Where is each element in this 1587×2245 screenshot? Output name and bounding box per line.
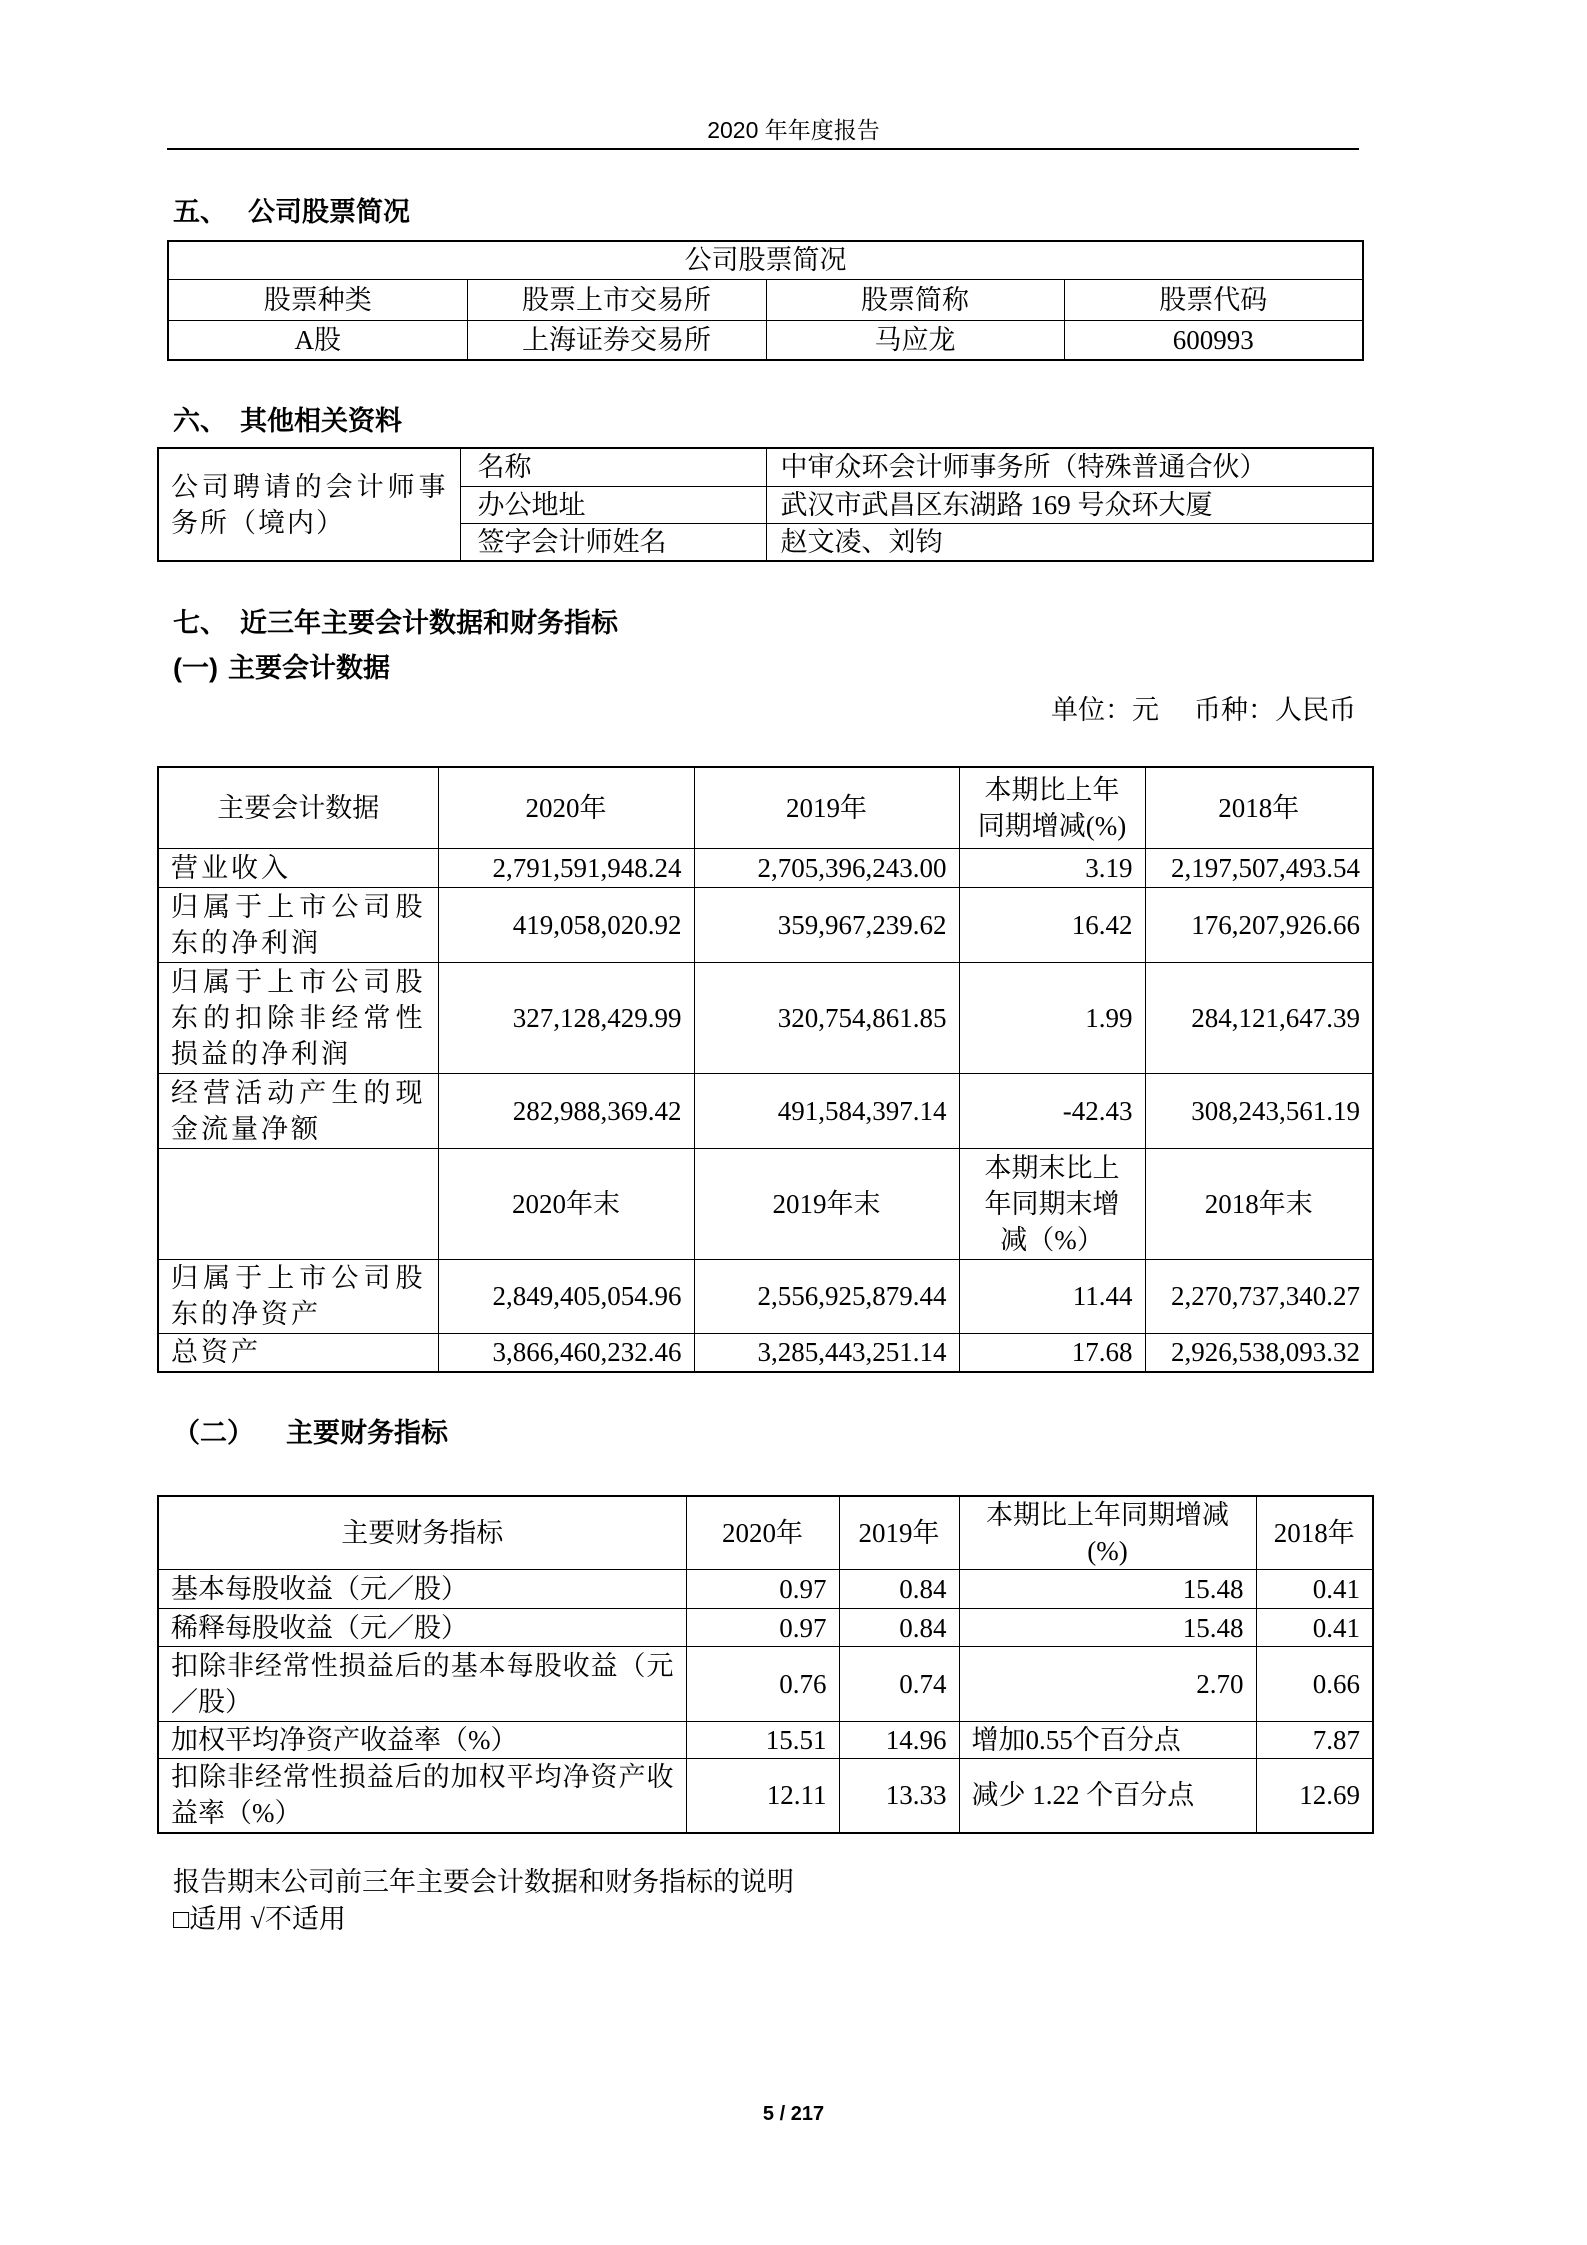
row-label: 扣除非经常性损益后的加权平均净资产收益率（%） <box>158 1759 686 1833</box>
table-row <box>158 1570 1373 1609</box>
financial-indicators-table <box>157 1495 1374 1834</box>
subsection-1-heading <box>173 651 390 685</box>
value-cell: 284,121,647.39 <box>1145 962 1373 1073</box>
table-header-row <box>158 1496 1373 1570</box>
value-cell: 2,197,507,493.54 <box>1145 848 1373 887</box>
column-header-change: 本期比上年同期增减(%) <box>959 1496 1256 1570</box>
column-header-2018: 2018年 <box>1145 767 1373 848</box>
value-cell: 176,207,926.66 <box>1145 887 1373 962</box>
value-cell: 491,584,397.14 <box>694 1073 959 1148</box>
column-header-2019-end: 2019年末 <box>694 1148 959 1259</box>
empty-cell <box>158 1148 438 1259</box>
unit-currency-line <box>1051 693 1356 727</box>
section-5-title: 公司股票简况 <box>248 197 410 227</box>
applicability-options <box>173 1902 346 1936</box>
table-row <box>168 320 1363 360</box>
value-cell: 0.97 <box>686 1570 839 1609</box>
header-rule <box>167 148 1359 150</box>
table-row <box>158 848 1373 887</box>
value-cell: 3,285,443,251.14 <box>694 1333 959 1372</box>
column-header-indicator: 主要财务指标 <box>158 1496 686 1570</box>
option-applicable: □适用 <box>173 1904 244 1934</box>
short-name-cell: 马应龙 <box>766 320 1064 360</box>
row-label: 扣除非经常性损益后的基本每股收益（元／股） <box>158 1647 686 1722</box>
value-cell: 282,988,369.42 <box>438 1073 694 1148</box>
auditor-group-label: 公司聘请的会计师事务所（境内） <box>158 448 460 561</box>
running-header-title: 2020 年年度报告 <box>707 117 880 143</box>
table-header-row <box>158 767 1373 848</box>
currency-label: 币种：人民币 <box>1194 695 1356 725</box>
column-header-2019: 2019年 <box>694 767 959 848</box>
field-label-address: 办公地址 <box>460 486 766 523</box>
value-cell: 2,791,591,948.24 <box>438 848 694 887</box>
section-6-title: 其他相关资料 <box>240 406 402 436</box>
value-cell: 327,128,429.99 <box>438 962 694 1073</box>
value-cell: 419,058,020.92 <box>438 887 694 962</box>
table-row <box>158 887 1373 962</box>
value-cell: 2,270,737,340.27 <box>1145 1259 1373 1333</box>
value-cell: 15.51 <box>686 1722 839 1759</box>
page-number: 5 / 217 <box>762 2103 825 2125</box>
change-cell: 11.44 <box>959 1259 1145 1333</box>
change-cell: 15.48 <box>959 1570 1256 1609</box>
change-cell: 16.42 <box>959 887 1145 962</box>
change-cell: 3.19 <box>959 848 1145 887</box>
value-cell: 320,754,861.85 <box>694 962 959 1073</box>
table-row <box>158 1647 1373 1722</box>
row-label: 加权平均净资产收益率（%） <box>158 1722 686 1759</box>
section-7-title: 近三年主要会计数据和财务指标 <box>240 608 618 638</box>
value-cell: 0.84 <box>839 1570 959 1609</box>
value-cell: 3,866,460,232.46 <box>438 1333 694 1372</box>
section-7-number: 七、 <box>173 608 227 638</box>
change-cell: 15.48 <box>959 1609 1256 1647</box>
change-cell: 2.70 <box>959 1647 1256 1722</box>
value-cell: 359,967,239.62 <box>694 887 959 962</box>
section-5-number: 五、 <box>173 197 227 227</box>
column-header-2020-end: 2020年末 <box>438 1148 694 1259</box>
value-cell: 2,926,538,093.32 <box>1145 1333 1373 1372</box>
change-cell: 增加0.55个百分点 <box>959 1722 1256 1759</box>
field-value-signing-accountants: 赵文凌、刘钧 <box>766 523 1373 561</box>
row-label: 营业收入 <box>158 848 438 887</box>
stock-code-cell: 600993 <box>1064 320 1363 360</box>
value-cell: 0.41 <box>1256 1570 1373 1609</box>
value-cell: 308,243,561.19 <box>1145 1073 1373 1148</box>
value-cell: 0.66 <box>1256 1647 1373 1722</box>
column-header-stock-type: 股票种类 <box>168 279 467 320</box>
subsection-1-number: (一) <box>173 653 218 683</box>
explanation-note: 报告期末公司前三年主要会计数据和财务指标的说明 <box>173 1867 794 1897</box>
value-cell: 2,849,405,054.96 <box>438 1259 694 1333</box>
stock-type-cell: A股 <box>168 320 467 360</box>
column-header-2019: 2019年 <box>839 1496 959 1570</box>
row-label: 稀释每股收益（元／股） <box>158 1609 686 1647</box>
row-label: 基本每股收益（元／股） <box>158 1570 686 1609</box>
subsection-1-title: 主要会计数据 <box>228 653 390 683</box>
value-cell: 7.87 <box>1256 1722 1373 1759</box>
value-cell: 2,556,925,879.44 <box>694 1259 959 1333</box>
row-label: 经营活动产生的现金流量净额 <box>158 1073 438 1148</box>
subsection-2-number: （二） <box>173 1418 254 1448</box>
stock-table-caption: 公司股票简况 <box>168 241 1363 279</box>
table-row <box>158 962 1373 1073</box>
table-row <box>158 1073 1373 1148</box>
row-label: 归属于上市公司股东的扣除非经常性损益的净利润 <box>158 962 438 1073</box>
column-header-2018: 2018年 <box>1256 1496 1373 1570</box>
section-5-heading <box>173 195 410 229</box>
table-row <box>158 1759 1373 1833</box>
table-row <box>158 1259 1373 1333</box>
table-row <box>168 241 1363 279</box>
value-cell: 0.84 <box>839 1609 959 1647</box>
subsection-2-title: 主要财务指标 <box>286 1418 448 1448</box>
section-6-number: 六、 <box>173 406 227 436</box>
accounting-data-table <box>157 766 1374 1373</box>
table-row <box>158 448 1373 486</box>
option-not-applicable: √不适用 <box>250 1904 346 1934</box>
exchange-cell: 上海证券交易所 <box>467 320 766 360</box>
subsection-2-heading <box>173 1416 448 1450</box>
column-header-short-name: 股票简称 <box>766 279 1064 320</box>
column-header-item: 主要会计数据 <box>158 767 438 848</box>
column-header-period-end-change: 本期末比上年同期末增减（%） <box>959 1148 1145 1259</box>
change-cell: 减少 1.22 个百分点 <box>959 1759 1256 1833</box>
value-cell: 0.41 <box>1256 1609 1373 1647</box>
table-row <box>158 1609 1373 1647</box>
value-cell: 0.74 <box>839 1647 959 1722</box>
change-cell: 17.68 <box>959 1333 1145 1372</box>
table-row <box>158 1333 1373 1372</box>
field-value-name: 中审众环会计师事务所（特殊普通合伙） <box>766 448 1373 486</box>
value-cell: 2,705,396,243.00 <box>694 848 959 887</box>
value-cell: 13.33 <box>839 1759 959 1833</box>
change-cell: -42.43 <box>959 1073 1145 1148</box>
row-label: 归属于上市公司股东的净利润 <box>158 887 438 962</box>
table-header-row <box>168 279 1363 320</box>
column-header-change: 本期比上年同期增减(%) <box>959 767 1145 848</box>
auditor-info-table <box>157 447 1374 562</box>
row-label: 总资产 <box>158 1333 438 1372</box>
value-cell: 0.76 <box>686 1647 839 1722</box>
column-header-2020: 2020年 <box>686 1496 839 1570</box>
column-header-2018-end: 2018年末 <box>1145 1148 1373 1259</box>
unit-label: 单位：元 <box>1051 695 1159 725</box>
row-label: 归属于上市公司股东的净资产 <box>158 1259 438 1333</box>
value-cell: 12.69 <box>1256 1759 1373 1833</box>
table-row <box>158 1722 1373 1759</box>
table-header-row <box>158 1148 1373 1259</box>
section-6-heading <box>173 404 402 438</box>
column-header-stock-code: 股票代码 <box>1064 279 1363 320</box>
column-header-exchange: 股票上市交易所 <box>467 279 766 320</box>
change-cell: 1.99 <box>959 962 1145 1073</box>
section-7-heading <box>173 606 618 640</box>
field-label-signing-accountants: 签字会计师姓名 <box>460 523 766 561</box>
field-label-name: 名称 <box>460 448 766 486</box>
value-cell: 0.97 <box>686 1609 839 1647</box>
value-cell: 14.96 <box>839 1722 959 1759</box>
stock-profile-table <box>167 240 1364 361</box>
column-header-2020: 2020年 <box>438 767 694 848</box>
field-value-address: 武汉市武昌区东湖路 169 号众环大厦 <box>766 486 1373 523</box>
value-cell: 12.11 <box>686 1759 839 1833</box>
